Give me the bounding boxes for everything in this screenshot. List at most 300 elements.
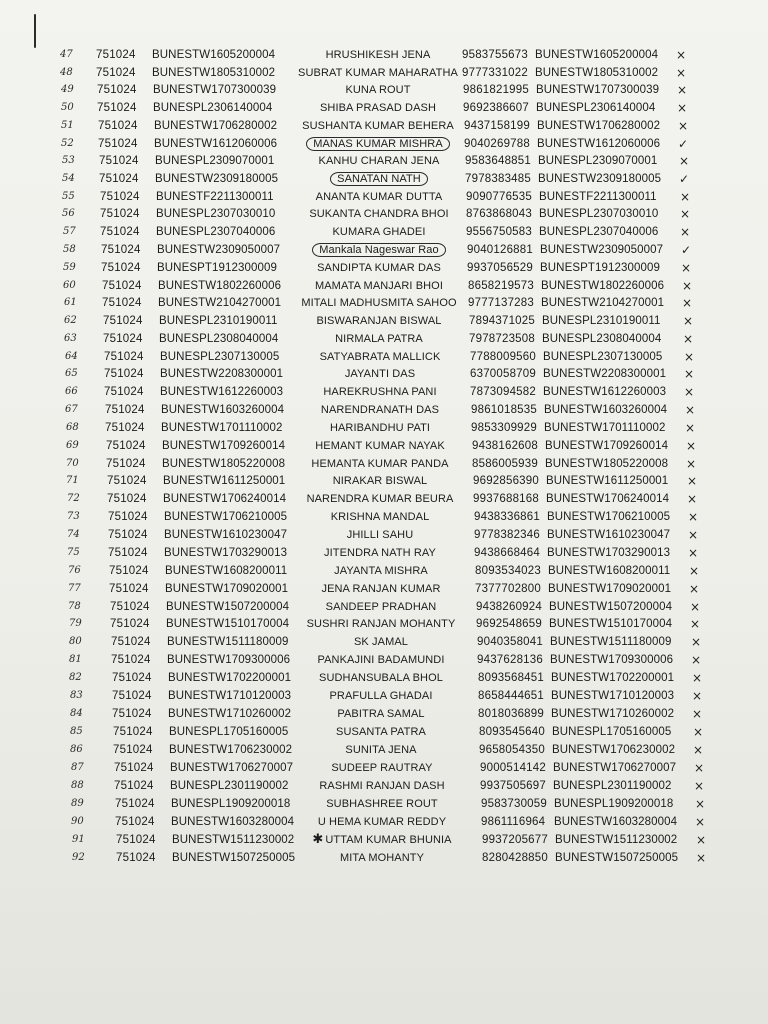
table-row [0,651,768,669]
registration-id: BUNESPL2308040004 [159,332,279,345]
registration-id: BUNESTW1610230047 [164,529,288,542]
row-number: 48 [60,66,73,78]
table-row [0,759,768,777]
phone-number: 9583755673 [462,49,528,61]
name-text: MITA MOHANTY [339,851,425,864]
name-text: JITENDRA NATH RAY [324,546,436,559]
registration-id-copy: BUNESTW1507250005 [555,851,679,864]
tick-mark: × [692,707,703,722]
table-row [0,135,768,153]
name-text: SHIBA PRASAD DASH [319,102,436,115]
pin-code: 751024 [109,564,149,577]
tick-mark: × [692,689,703,704]
applicant-name [278,137,478,151]
table-row [0,117,768,135]
phone-number: 9658054350 [479,743,545,756]
row-number: 91 [72,833,85,845]
applicant-name [282,851,482,865]
phone-number: 6370058709 [470,368,536,381]
row-number: 87 [71,761,84,773]
row-number: 66 [65,386,78,398]
registration-id: BUNESTW1507250005 [172,851,296,864]
registration-id-copy: BUNESTW1805310002 [535,66,659,79]
pin-code: 751024 [96,66,136,79]
applicant-name [281,600,481,614]
phone-number: 9937688168 [473,493,539,506]
phone-number: 9040126881 [467,243,533,256]
row-number: 86 [70,743,83,755]
registration-id-copy: BUNESPL1705160005 [552,726,672,738]
registration-id: BUNESTW1706240014 [163,493,287,506]
registration-id: BUNESTW1511180009 [167,636,289,649]
registration-id-copy: BUNESPL2310190011 [542,315,661,328]
registration-id-copy: BUNESTW2104270001 [541,297,665,310]
pin-code: 751024 [113,743,153,756]
tick-mark: × [696,850,707,865]
applicant-name [281,671,481,685]
phone-number: 7978723508 [469,332,535,345]
row-number: 77 [68,582,81,594]
pin-code: 751024 [104,350,144,363]
tick-mark: × [692,671,703,686]
pin-code: 751024 [113,726,153,738]
table-row [0,580,768,598]
pin-code: 751024 [96,49,136,61]
registration-id: BUNESTW1706230002 [169,743,293,756]
applicant-name [280,457,480,471]
registration-id: BUNESTW1603280004 [171,815,295,828]
registration-id-copy: BUNESPL2307130005 [543,350,663,363]
registration-id: BUNESTW1603260004 [161,404,285,417]
registration-id: BUNESTW1805310002 [152,66,276,79]
tick-mark: × [677,101,688,116]
tick-mark: × [693,742,704,757]
row-number: 69 [66,439,79,451]
phone-number: 9937056529 [467,261,533,274]
pin-code: 751024 [114,779,154,792]
pin-code: 751024 [104,368,144,381]
registration-id: BUNESTW1709300006 [167,654,291,667]
row-number: 49 [61,84,74,96]
row-number: 71 [66,475,79,487]
phone-number: 9090776535 [466,190,532,203]
row-number: 78 [68,600,81,612]
pin-code: 751024 [108,529,148,542]
tick-mark: × [693,725,704,739]
registration-id-copy: BUNESPL2301190002 [553,779,672,792]
name-text: PRAFULLA GHADAI [329,690,433,703]
registration-id-copy: BUNESTW2309050007 [540,243,664,256]
registration-id: BUNESTW1706270007 [170,761,294,774]
registration-id: BUNESTW1805220008 [162,457,286,470]
pin-code: 751024 [106,457,146,470]
registration-id: BUNESTW1612260003 [160,386,284,399]
name-text: KUNA ROUT [345,84,411,97]
name-text: NIRMALA PATRA [335,332,423,345]
registration-id-copy: BUNESTW1702200001 [551,672,675,685]
table-row [0,365,768,383]
name-text: SUSHANTA KUMAR BEHERA [302,119,454,132]
phone-number: 9937505697 [480,779,546,792]
name-text: KRISHNA MANDAL [330,511,430,524]
registration-id-copy: BUNESTW1608200011 [548,564,671,577]
applicant-name [279,261,479,275]
applicant-name [279,279,479,293]
registration-id-copy: BUNESTW2309180005 [538,172,662,185]
registration-id: BUNESPT1912300009 [157,261,277,274]
row-number: 52 [61,137,74,149]
table-row [0,312,768,330]
pin-code: 751024 [97,102,137,115]
registration-id: BUNESPL1909200018 [171,797,291,810]
table-row [0,490,768,508]
pin-code: 751024 [105,404,145,417]
applicant-name [282,815,482,829]
name-text: SUDHANSUBALA BHOL [319,672,443,685]
tick-mark: × [682,296,693,311]
name-text: SUSHRI RANJAN MOHANTY [306,618,456,631]
table-row [0,294,768,312]
registration-id: BUNESTW1710260002 [168,708,292,721]
row-number: 63 [64,332,77,344]
applicant-name [280,510,480,524]
tick-mark: × [687,492,698,507]
pin-code: 751024 [106,439,146,452]
name-text: SUSANTA PATRA [336,726,426,738]
row-number: 62 [64,315,77,327]
row-number: 47 [60,49,73,60]
applicant-name [282,797,482,811]
name-text: HRUSHIKESH JENA [325,49,431,61]
name-text: BISWARANJAN BISWAL [316,315,442,328]
registration-id: BUNESPL2309070001 [155,155,275,168]
phone-number: 9438668464 [474,546,540,559]
applicant-name [279,332,479,346]
phone-number: 7873094582 [470,386,536,399]
row-number: 76 [68,564,81,576]
registration-id-copy: BUNESTW1706270007 [553,761,677,774]
name-text: SATYABRATA MALLICK [319,350,441,363]
pin-code: 751024 [100,208,140,221]
registration-id-copy: BUNESTW1611250001 [546,475,669,488]
applicant-name [281,707,481,721]
phone-number: 9861821995 [463,84,529,97]
table-row [0,615,768,633]
tick-mark: × [694,778,705,793]
pin-code: 751024 [100,190,140,203]
table-row [0,831,768,849]
registration-id-copy: BUNESTW1510170004 [549,618,673,631]
name-text: SUDEEP RAUTRAY [331,761,433,774]
phone-number: 7978383485 [465,172,531,185]
applicant-name [280,528,480,542]
registration-id: BUNESPL2307040006 [156,226,276,239]
table-row [0,223,768,241]
pin-code: 751024 [103,332,143,345]
row-number: 68 [66,421,79,433]
table-row [0,188,768,206]
registration-id-copy: BUNESTW1703290013 [547,546,671,559]
tick-mark: × [679,154,690,169]
registration-id-copy: BUNESTW1706240014 [546,493,670,506]
applicant-name [279,154,479,168]
pin-code: 751024 [101,243,141,256]
name-text: KUMARA GHADEI [332,226,426,239]
phone-number: 8093534023 [475,564,541,577]
name-text: HEMANT KUMAR NAYAK [315,439,445,452]
registration-id: BUNESTW2309180005 [155,172,279,185]
tick-mark: × [676,48,687,62]
row-number: 61 [64,297,77,309]
row-number: 59 [63,261,76,273]
registration-id-copy: BUNESTW1802260006 [541,279,665,292]
name-text: HAREKRUSHNA PANI [323,386,437,399]
registration-id-copy: BUNESTW1710120003 [551,690,675,703]
row-number: 83 [70,690,83,702]
tick-mark: ✓ [678,136,689,151]
tick-mark: ✓ [681,242,692,257]
row-number: 56 [62,208,75,220]
table-row [0,401,768,419]
pin-code: 751024 [99,172,139,185]
name-text: MITALI MADHUSMITA SAHOO [301,297,457,310]
registration-id-copy: BUNESPL2306140004 [536,102,656,115]
name-text: JAYANTA MISHRA [334,564,428,577]
table-row [0,633,768,651]
row-number: 92 [72,851,85,863]
name-text: RASHMI RANJAN DASH [319,779,445,792]
registration-id-copy: BUNESPL2309070001 [538,155,658,168]
tick-mark: × [687,474,698,489]
registration-id: BUNESTW1611250001 [163,475,286,488]
applicant-name [281,617,481,631]
row-number: 80 [69,636,82,648]
table-row [0,259,768,277]
applicant-name [278,66,478,80]
record-list [0,46,768,867]
registration-id-copy: BUNESPL1909200018 [554,797,674,810]
applicant-name [280,350,480,364]
phone-number: 9692548659 [476,618,542,631]
registration-id-copy: BUNESTW1709020001 [548,582,672,595]
registration-id: BUNESTW1701110002 [161,421,283,434]
row-number: 60 [63,279,76,291]
row-number: 55 [62,190,75,202]
name-text: SUNITA JENA [345,743,417,756]
name-text: HARIBANDHU PATI [329,421,431,434]
row-number: 88 [71,779,84,791]
tick-mark: × [688,545,699,560]
applicant-name [279,190,479,204]
registration-id-copy: BUNESTF2211300011 [539,190,657,203]
pin-code: 751024 [100,226,140,239]
registration-id: BUNESTW1709260014 [162,439,286,452]
tick-mark: × [684,385,695,400]
applicant-name [281,689,481,703]
table-row [0,383,768,401]
registration-id: BUNESTW1703290013 [164,546,288,559]
name-text: JAYANTI DAS [344,368,416,381]
row-number: 65 [65,368,78,380]
phone-number: 9861018535 [471,404,537,417]
table-row [0,170,768,188]
applicant-name [282,833,482,847]
registration-id-copy: BUNESTW1710260002 [551,708,675,721]
table-row [0,849,768,867]
registration-id-copy: BUNESPL2308040004 [542,332,662,345]
name-text: SUBHASHREE ROUT [326,797,438,810]
applicant-name [281,743,481,757]
registration-id: BUNESTW1706210005 [164,511,288,524]
phone-number: 8093545640 [479,726,545,738]
registration-id: BUNESTW2208300001 [160,368,284,381]
pin-code: 751024 [110,618,150,631]
tick-mark: × [694,760,705,775]
table-row [0,99,768,117]
registration-id: BUNESTW1706280002 [154,119,278,132]
phone-number: 9778382346 [474,529,540,542]
tick-mark: × [689,581,700,596]
registration-id: BUNESTW2104270001 [158,297,282,310]
applicant-name [281,725,481,739]
name-text: UTTAM KUMAR BHUNIA [325,833,452,846]
pin-code: 751024 [115,815,155,828]
tick-mark: × [690,617,701,632]
name-text: SANDIPTA KUMAR DAS [317,261,441,274]
tick-mark: × [680,189,691,204]
pin-code: 751024 [105,421,145,434]
table-row [0,241,768,259]
table-row [0,472,768,490]
registration-id: BUNESTW1612060006 [154,137,278,150]
pin-code: 751024 [104,386,144,399]
pin-code: 751024 [99,155,139,168]
table-row [0,544,768,562]
row-number: 85 [70,726,83,737]
tick-mark: × [680,207,691,222]
name-text: NARENDRA KUMAR BEURA [306,493,454,506]
tick-mark: × [690,599,701,614]
tick-mark: × [686,456,697,471]
table-row [0,795,768,813]
applicant-name [278,83,478,97]
table-row [0,598,768,616]
table-row [0,81,768,99]
tick-mark: × [684,367,695,382]
name-text: SK JAMAL [354,636,408,649]
pin-code: 751024 [108,511,148,524]
applicant-name [280,403,480,417]
registration-id: BUNESTW1608200011 [165,564,288,577]
tick-mark: × [688,510,699,525]
table-row [0,705,768,723]
table-row [0,741,768,759]
name-text: PABITRA SAMAL [337,708,425,721]
registration-id-copy: BUNESTW1605200004 [535,49,659,61]
registration-id-copy: BUNESTW1612060006 [537,137,661,150]
tick-mark: × [685,420,696,435]
phone-number: 9437628136 [477,654,543,667]
applicant-name [279,314,479,328]
registration-id-copy: BUNESTW1707300039 [536,84,660,97]
pin-code: 751024 [101,261,141,274]
row-number: 73 [67,511,80,523]
registration-id: BUNESPL1705160005 [169,726,289,738]
applicant-name [281,564,481,578]
name-text: NARENDRANATH DAS [320,404,440,417]
row-number: 72 [67,493,80,505]
row-number: 74 [67,529,80,541]
registration-id-copy: BUNESPT1912300009 [540,261,660,274]
row-number: 50 [61,102,74,114]
registration-id: BUNESPL2307030010 [156,208,276,221]
pin-code: 751024 [112,708,152,721]
registration-id: BUNESTW2309050007 [157,243,281,256]
pin-code: 751024 [111,636,151,649]
name-text: HEMANTA KUMAR PANDA [311,457,449,470]
table-row [0,330,768,348]
phone-number: 7788009560 [470,350,536,363]
table-row [0,46,768,64]
phone-number: 8280428850 [482,851,548,864]
tick-mark: × [682,278,693,293]
registration-id-copy: BUNESTW1706230002 [552,743,676,756]
applicant-name [281,582,481,596]
name-text: PANKAJINI BADAMUNDI [317,654,445,667]
registration-id-copy: BUNESTW1709300006 [550,654,674,667]
applicant-name [279,207,479,221]
tick-mark: × [691,635,702,650]
registration-id-copy: BUNESPL2307040006 [539,226,659,239]
table-row [0,813,768,831]
registration-id-copy: BUNESTW2208300001 [543,368,667,381]
registration-id-copy: BUNESTW1706210005 [547,511,671,524]
table-row [0,277,768,295]
registration-id-copy: BUNESTW1610230047 [547,529,671,542]
registration-id: BUNESTW1511230002 [172,833,295,846]
registration-id-copy: BUNESTW1805220008 [545,457,669,470]
tick-mark: × [689,563,700,578]
name-text: SUBRAT KUMAR MAHARATHA [298,66,458,79]
pen-margin-mark [34,14,36,48]
row-number: 79 [69,618,82,630]
applicant-name [280,474,480,488]
applicant-name [280,385,480,399]
row-number: 51 [61,119,74,131]
phone-number: 9583648851 [465,155,531,168]
tick-mark: × [678,118,689,133]
pin-code: 751024 [107,475,147,488]
name-text: NIRAKAR BISWAL [332,475,428,488]
phone-number: 8093568451 [478,672,544,685]
phone-number: 7377702800 [475,582,541,595]
applicant-name [279,172,479,186]
pin-code: 751024 [102,279,142,292]
name-text: ANANTA KUMAR DUTTA [315,190,443,203]
tick-mark: × [683,331,694,346]
tick-mark: × [691,653,702,668]
tick-mark: × [696,832,707,847]
circled-name: MANAS KUMAR MISHRA [306,137,450,151]
phone-number: 9040269788 [464,137,530,150]
name-text: U HEMA KUMAR REDDY [317,815,447,828]
tick-mark: × [695,814,706,829]
row-number: 90 [71,815,84,827]
row-number: 58 [63,243,76,255]
phone-number: 9583730059 [481,797,547,810]
registration-id: BUNESTW1707300039 [153,84,277,97]
pin-code: 751024 [107,493,147,506]
